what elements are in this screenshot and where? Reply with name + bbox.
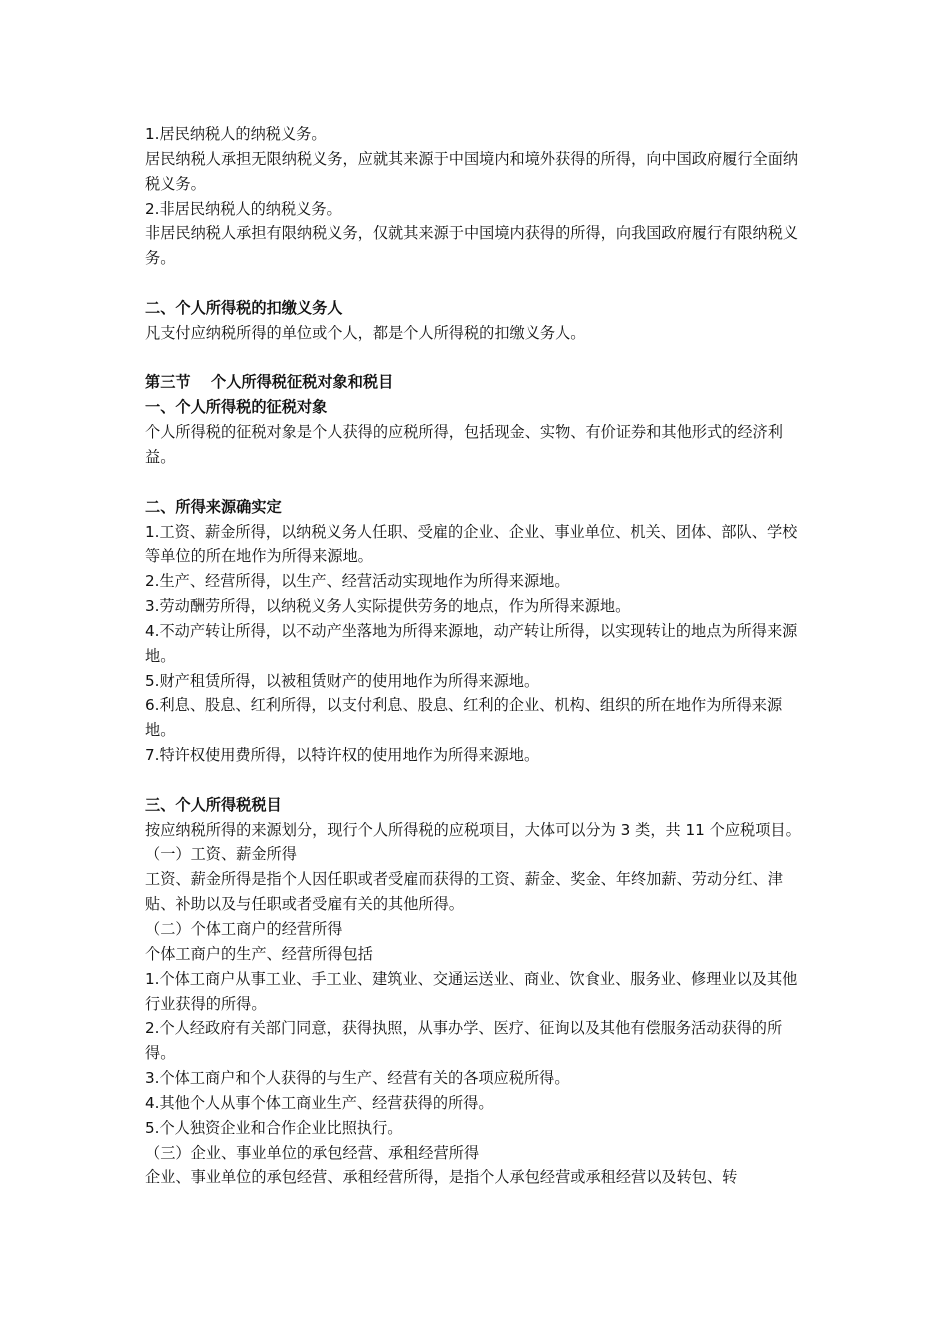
list-item: 2.生产、经营所得，以生产、经营活动实现地作为所得来源地。 [145,572,570,591]
paragraph-title: 2.非居民纳税人的纳税义务。 [145,199,342,218]
paragraph-title: 1.居民纳税人的纳税义务。 [145,125,327,143]
list-item: 4.其他个人从事个体工商业生产、经营获得的所得。 [145,1093,494,1112]
list-item: 4.不动产转让所得，以不动产坐落地为所得来源地，动产转让所得，以实现转让的地点为所得来源地。 [145,621,798,665]
list-item: 3.个体工商户和个人获得的与生产、经营有关的各项应税所得。 [145,1069,570,1088]
section-heading: 三、个人所得税税目 [145,795,282,814]
document-page [145,122,811,1190]
paragraph-body: 按应纳税所得的来源划分，现行个人所得税的应税项目，大体可以分为 3 类，共 11 个应税项目。 [145,820,801,839]
list-item: 7.特许权使用费所得，以特许权的使用地作为所得来源地。 [145,746,540,765]
paragraph-body: 工资、薪金所得是指个人因任职或者受雇而获得的工资、薪金、奖金、年终加薪、劳动分红、津贴、补助以及与任职或者受雇有关的其他所得。 [145,870,783,914]
section-heading: 二、所得来源确实定 [145,497,282,516]
subsection-title: （一）工资、薪金所得 [145,845,297,864]
spacer [145,271,811,296]
list-item: 1.个体工商户从事工业、手工业、建筑业、交通运送业、商业、饮食业、服务业、修理业以及其他行业获得的所得。 [145,969,798,1013]
paragraph-body: 非居民纳税人承担有限纳税义务，仅就其来源于中国境内获得的所得，向我国政府履行有限纳税义务。 [145,224,799,268]
section-heading: 二、个人所得税的扣缴义务人 [145,298,343,317]
list-item: 2.个人经政府有关部门同意，获得执照，从事办学、医疗、征询以及其他有偿服务活动获得的所得。 [145,1019,783,1063]
paragraph-body: 个人所得税的征税对象是个人获得的应税所得，包括现金、实物、有价证券和其他形式的经济利益。 [145,423,783,466]
paragraph-body: 个体工商户的生产、经营所得包括 [145,944,373,963]
paragraph-body: 企业、事业单位的承包经营、承租经营所得，是指个人承包经营或承租经营以及转包、转 [145,1168,738,1187]
paragraph-body: 凡支付应纳税所得的单位或个人，都是个人所得税的扣缴义务人。 [145,323,586,342]
chapter-section-heading: 第三节 个人所得税征税对象和税目 [145,373,394,392]
subsection-title: （三）企业、事业单位的承包经营、承租经营所得 [145,1143,480,1162]
list-item: 3.劳动酬劳所得，以纳税义务人实际提供劳务的地点，作为所得来源地。 [145,597,631,616]
paragraph-body: 居民纳税人承担无限纳税义务，应就其来源于中国境内和境外获得的所得，向中国政府履行全面纳税义务。 [145,149,799,193]
list-item: 5.个人独资企业和合作企业比照执行。 [145,1118,403,1137]
spacer [145,346,811,371]
spacer [145,470,811,495]
list-item: 5.财产租赁所得，以被租赁财产的使用地作为所得来源地。 [145,671,540,690]
list-item: 1.工资、薪金所得，以纳税义务人任职、受雇的企业、企业、事业单位、机关、团体、部队、学校等单位的所在地作为所得来源地。 [145,522,798,566]
section-heading: 一、个人所得税的征税对象 [145,398,328,417]
spacer [145,768,811,793]
subsection-title: （二）个体工商户的经营所得 [145,920,343,938]
list-item: 6.利息、股息、红利所得，以支付利息、股息、红利的企业、机构、组织的所在地作为所得来源地。 [145,696,783,740]
